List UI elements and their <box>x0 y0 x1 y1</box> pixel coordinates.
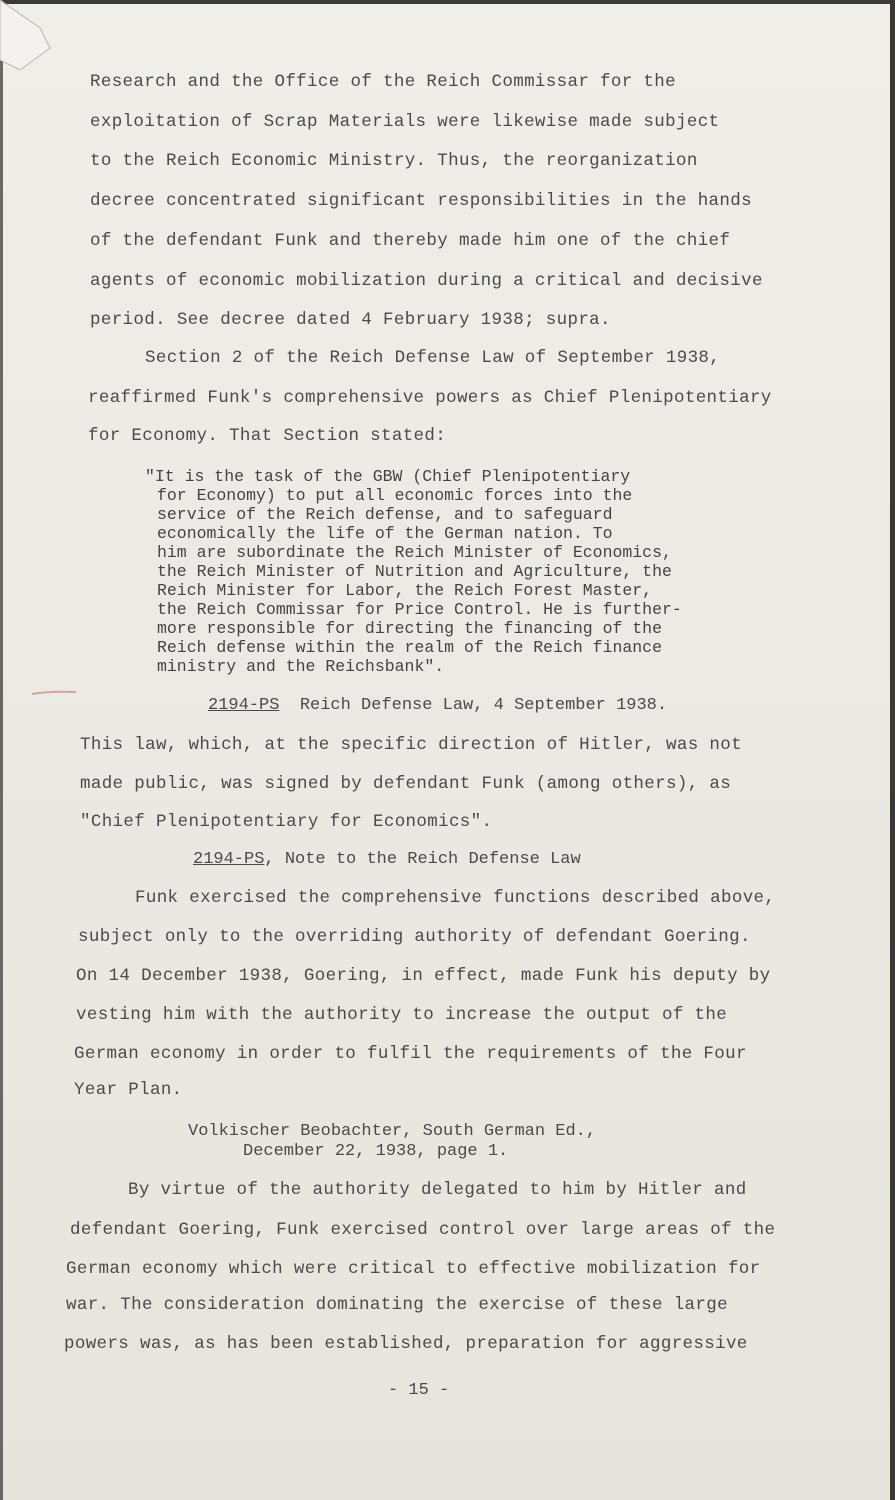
page-number: - 15 - <box>388 1381 450 1400</box>
citation-text: Reich Defense Law, 4 September 1938. <box>299 696 668 715</box>
paragraph4-line: German economy in order to fulfil the requirements of the Four <box>74 1044 747 1064</box>
quote-line: economically the life of the German nation. To <box>157 524 613 543</box>
citation-note <box>193 850 581 869</box>
paragraph4-line: vesting him with the authority to increase the output of the <box>76 1005 728 1025</box>
paragraph5-line: war. The consideration dominating the exercise of these large <box>66 1295 728 1315</box>
citation-beobachter-line: Volkischer Beobachter, South German Ed., <box>188 1122 597 1141</box>
quote-line: the Reich Minister of Nutrition and Agriculture, the <box>157 562 672 581</box>
paragraph5-line: German economy which were critical to effective mobilization for <box>66 1259 761 1279</box>
citation-text: , Note to the Reich Defense Law <box>264 850 581 869</box>
quote-line: service of the Reich defense, and to safeguard <box>157 505 613 524</box>
paragraph2-line: Section 2 of the Reich Defense Law of September 1938, <box>145 348 721 368</box>
document-number: 2194-PS <box>208 696 280 715</box>
page-right-edge <box>890 0 895 1500</box>
quote-line: more responsible for directing the financing of the <box>157 619 662 638</box>
paragraph3-line: made public, was signed by defendant Funk (among others), as <box>80 774 732 794</box>
quote-line: for Economy) to put all economic forces into the <box>157 486 633 505</box>
paragraph1-line: period. See decree dated 4 February 1938; supra. <box>90 310 611 330</box>
quote-line: the Reich Commissar for Price Control. He is further- <box>157 600 682 619</box>
paragraph1-line: agents of economic mobilization during a critical and decisive <box>90 271 763 291</box>
paragraph4-line: subject only to the overriding authority of defendant Goering. <box>78 927 751 947</box>
paragraph5-line: defendant Goering, Funk exercised control over large areas of the <box>70 1220 776 1240</box>
citation-beobachter-line: December 22, 1938, page 1. <box>243 1142 509 1161</box>
paragraph1-line: to the Reich Economic Ministry. Thus, the reorganization <box>90 151 698 171</box>
paragraph1-line: decree concentrated significant responsibilities in the hands <box>90 191 752 211</box>
paragraph4-line: Funk exercised the comprehensive functions described above, <box>135 888 776 908</box>
paragraph2-line: reaffirmed Funk's comprehensive powers as Chief Plenipotentiary <box>88 388 772 408</box>
document-number: 2194-PS <box>193 850 265 869</box>
quote-line: "It is the task of the GBW (Chief Plenipotentiary <box>145 467 631 486</box>
margin-pencil-mark <box>30 690 78 696</box>
quote-line: ministry and the Reichsbank". <box>157 657 445 676</box>
paragraph3-line: This law, which, at the specific direction of Hitler, was not <box>80 735 742 755</box>
citation-reich-defense-law <box>208 696 667 715</box>
paragraph1-line: exploitation of Scrap Materials were likewise made subject <box>90 112 720 132</box>
paragraph5-line: By virtue of the authority delegated to him by Hitler and <box>128 1180 747 1200</box>
paragraph3-line: "Chief Plenipotentiary for Economics". <box>80 812 493 832</box>
quote-line: Reich Minister for Labor, the Reich Forest Master, <box>157 581 653 600</box>
folded-corner-icon <box>0 0 55 70</box>
page-left-edge <box>0 0 3 1500</box>
paragraph4-line: Year Plan. <box>74 1080 183 1100</box>
paragraph1-line: of the defendant Funk and thereby made him one of the chief <box>90 231 731 251</box>
quote-line: him are subordinate the Reich Minister of Economics, <box>157 543 672 562</box>
page-top-edge <box>0 0 895 4</box>
paragraph1-line: Research and the Office of the Reich Commissar for the <box>90 72 676 92</box>
quote-line: Reich defense within the realm of the Reich finance <box>157 638 662 657</box>
paragraph2-line: for Economy. That Section stated: <box>88 426 447 446</box>
paragraph5-line: powers was, as has been established, preparation for aggressive <box>64 1334 748 1354</box>
paragraph4-line: On 14 December 1938, Goering, in effect, made Funk his deputy by <box>76 966 771 986</box>
